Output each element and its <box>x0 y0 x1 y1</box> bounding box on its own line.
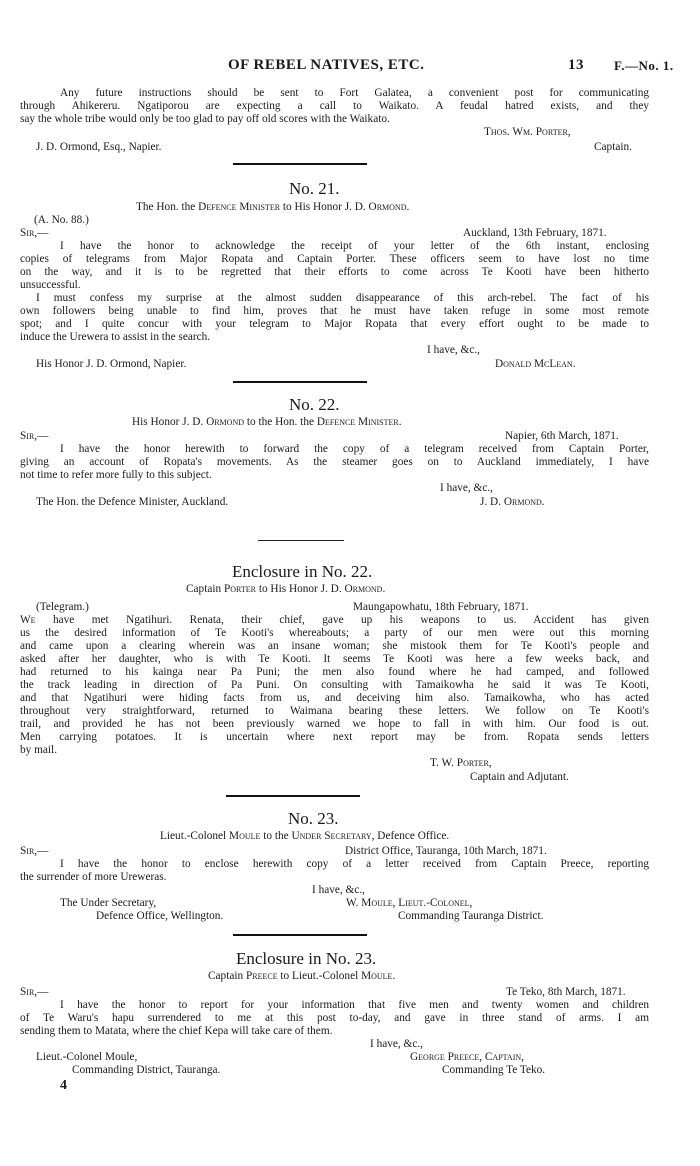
subtitle-text: to the <box>260 830 292 842</box>
no22-place-date: Napier, 6th March, 1871. <box>505 430 619 442</box>
no23-body-line: I have the honor to enclose herewith copy of a letter received from Captain Preece, reporting <box>60 858 649 870</box>
subtitle-text: His Honor J. D. <box>132 416 207 428</box>
enc22-body-line <box>20 614 649 627</box>
intro-addressee: J. D. Ormond, Esq., Napier. <box>36 141 162 153</box>
enc22-heading: Enclosure in No. 22. <box>232 562 373 581</box>
no21-body-line: copies of telegrams from Major Ropata and Captain Porter. These officers seem to have lost no time <box>20 253 649 265</box>
enc22-telegram-label: (Telegram.) <box>36 601 89 613</box>
enc23-body-line: of Te Waru's hapu surrendered to me at this post to-day, and gave in three stand of arms. I am <box>20 1012 649 1024</box>
enc22-subtitle <box>186 583 385 596</box>
no21-body-line: unsuccessful. <box>20 279 81 291</box>
subtitle-text: Lieut.-Colonel <box>160 830 230 842</box>
no23-subtitle <box>160 830 449 843</box>
running-title: OF REBEL NATIVES, ETC. <box>228 57 425 73</box>
subtitle-text: . <box>382 583 386 595</box>
subtitle-text: to the Hon. the <box>244 416 317 428</box>
enc22-signer-name: T. W. Porter, <box>430 757 492 769</box>
intro-signer-name: Thos. Wm. Porter, <box>484 126 571 138</box>
no21-body-line: I have the honor to acknowledge the receipt of your letter of the 6th instant, enclosing <box>60 240 649 252</box>
enc23-heading: Enclosure in No. 23. <box>236 949 377 968</box>
intro-signer-rank: Captain. <box>594 141 632 153</box>
subtitle-name: Defence Minister <box>316 416 399 428</box>
subtitle-text: Captain <box>208 970 246 982</box>
no21-addressee: His Honor J. D. Ormond, Napier. <box>36 358 187 370</box>
subtitle-text: , Defence Office. <box>371 830 450 842</box>
no21-body-line: I must confess my surprise at the almost sudden disappearance of this arch-rebel. The fact of his <box>36 292 649 304</box>
subtitle-text: Captain <box>186 583 224 595</box>
document-reference: F.—No. 1. <box>614 58 674 73</box>
page-number: 13 <box>568 57 584 73</box>
no21-heading: No. 21. <box>289 179 340 198</box>
no22-body-line: not time to refer more fully to this subject. <box>20 469 212 481</box>
no23-signer-rank: Commanding Tauranga District. <box>398 910 544 922</box>
no23-addressee-line2: Defence Office, Wellington. <box>96 910 224 922</box>
enc23-subtitle <box>208 970 395 983</box>
subtitle-name: Preece <box>245 970 278 982</box>
enc22-place-date: Maungapowhatu, 18th February, 1871. <box>353 601 529 613</box>
subtitle-name: Ormond <box>344 583 383 595</box>
enc22-body-line: and came upon a clearing wherein was an insane woman; she mistook them for Te Kooti's people and <box>20 640 649 652</box>
enc23-signer-name: George Preece, Captain, <box>410 1051 524 1063</box>
enc23-addressee-line2: Commanding District, Tauranga. <box>72 1064 221 1076</box>
section-divider <box>258 540 344 541</box>
no22-salutation: Sir,— <box>20 430 49 442</box>
no22-heading: No. 22. <box>289 395 340 414</box>
enc23-place-date: Te Teko, 8th March, 1871. <box>506 986 626 998</box>
intro-line: say the whole tribe would only be too glad to pay off old scores with the Waikato. <box>20 113 390 125</box>
enc23-body-line: I have the honor to report for your information that five men and twenty women and children <box>60 999 649 1011</box>
enc23-closing: I have, &c., <box>370 1038 424 1050</box>
no21-signer: Donald McLean. <box>495 358 576 370</box>
section-divider <box>233 934 367 936</box>
no23-heading: No. 23. <box>288 809 339 828</box>
enc22-signer-rank: Captain and Adjutant. <box>470 771 569 783</box>
subtitle-text: . <box>406 201 410 213</box>
subtitle-text: . <box>392 970 396 982</box>
enc23-body-line: sending them to Matata, where the chief Kepa will take care of them. <box>20 1025 333 1037</box>
signature-mark: 4 <box>60 1078 67 1093</box>
no21-body-line: own followers being unable to find him, proves that he must have taken refuge in some most remote <box>20 305 649 317</box>
no21-place-date: Auckland, 13th February, 1871. <box>463 227 607 239</box>
line-text: have met Ngatihuri. Renata, their chief, gave up his weapons to us. Accident has given <box>35 614 649 626</box>
subtitle-text: . <box>398 416 402 428</box>
section-divider <box>233 163 367 165</box>
no23-place-date: District Office, Tauranga, 10th March, 1871. <box>345 845 547 857</box>
first-word: We <box>20 614 36 626</box>
subtitle-name: Defence Minister <box>198 201 281 213</box>
no22-closing: I have, &c., <box>440 482 494 494</box>
no22-body-line: giving an account of Ropata's movements. As the steamer goes on to Auckland immediately, I have <box>20 456 649 468</box>
no21-body-line: on the way, and it is to be regretted that their efforts to come across Te Kooti have been hitherto <box>20 266 649 278</box>
subtitle-text: The Hon. the <box>136 201 199 213</box>
enc22-body-line: Men carrying potatoes. It is uncertain where next report may be from. Ropata sends letters <box>20 731 649 743</box>
no21-body-line: spot; and I quite concur with your telegram to Major Ropata that every effort ought to be made to <box>20 318 649 330</box>
enc22-body-line: had returned to his kainga near Pa Puni; the men also found where he had camped, and followed <box>20 666 649 678</box>
no22-subtitle <box>132 416 402 429</box>
no23-signer-name: W. Moule, Lieut.-Colonel, <box>346 897 473 909</box>
subtitle-text: to His Honor J. D. <box>280 201 369 213</box>
subtitle-name: Ormond <box>368 201 407 213</box>
subtitle-name: Porter <box>223 583 256 595</box>
no22-addressee: The Hon. the Defence Minister, Auckland. <box>36 496 229 508</box>
intro-line: Any future instructions should be sent to Fort Galatea, a convenient post for communicating <box>60 87 649 99</box>
no21-closing: I have, &c., <box>427 344 481 356</box>
enc22-body-line: throughout very straightforward, returned to Waimana bearing these letters. We follow on Te Kooti's <box>20 705 649 717</box>
no22-signer: J. D. Ormond. <box>480 496 545 508</box>
enc22-body-line: by mail. <box>20 744 58 756</box>
no23-body-line: the surrender of more Ureweras. <box>20 871 167 883</box>
subtitle-name: Ormond <box>206 416 245 428</box>
section-divider <box>233 381 367 383</box>
no21-subtitle <box>136 201 409 214</box>
enc22-body-line: us the desired information of Te Kooti's whereabouts; a party of our men were out this morning <box>20 627 649 639</box>
enc22-body-line: and that Ngatihuri were hiding facts from us, and deceiving him also. Tamaikowha, who has acted <box>20 692 649 704</box>
enc22-body-line: asked after her daughter, who is with Te Kooti. It seems Te Kooti was here a few weeks back, and <box>20 653 649 665</box>
no22-body-line: I have the honor herewith to forward the copy of a telegram received from Captain Porter, <box>60 443 649 455</box>
subtitle-name: Under Secretary <box>291 830 372 842</box>
no23-salutation: Sir,— <box>20 845 49 857</box>
enc22-body-line: trail, and provided he has not been previously warned we hope to fall in with him. Our food is out. <box>20 718 649 730</box>
no21-salutation: Sir,— <box>20 227 49 239</box>
subtitle-name: Moule <box>229 830 261 842</box>
no23-closing: I have, &c., <box>312 884 366 896</box>
enc23-addressee-line1: Lieut.-Colonel Moule, <box>36 1051 138 1063</box>
intro-line: through Ahikereru. Ngatiporou are expecting a call to Waikato. A feudal hatred exists, and they <box>20 100 649 112</box>
section-divider <box>226 795 360 797</box>
no21-body-line: induce the Urewera to assist in the search. <box>20 331 211 343</box>
enc23-salutation: Sir,— <box>20 986 49 998</box>
enc22-body-line: the track leading in direction of Pa Puni. On consulting with Tamaikowha he said it was Te Kooti, <box>20 679 649 691</box>
subtitle-text: to Lieut.-Colonel <box>277 970 362 982</box>
no21-reference: (A. No. 88.) <box>34 214 89 226</box>
no23-addressee-line1: The Under Secretary, <box>60 897 157 909</box>
subtitle-name: Moule <box>361 970 393 982</box>
subtitle-text: to His Honor J. D. <box>256 583 345 595</box>
enc23-signer-rank: Commanding Te Teko. <box>442 1064 546 1076</box>
